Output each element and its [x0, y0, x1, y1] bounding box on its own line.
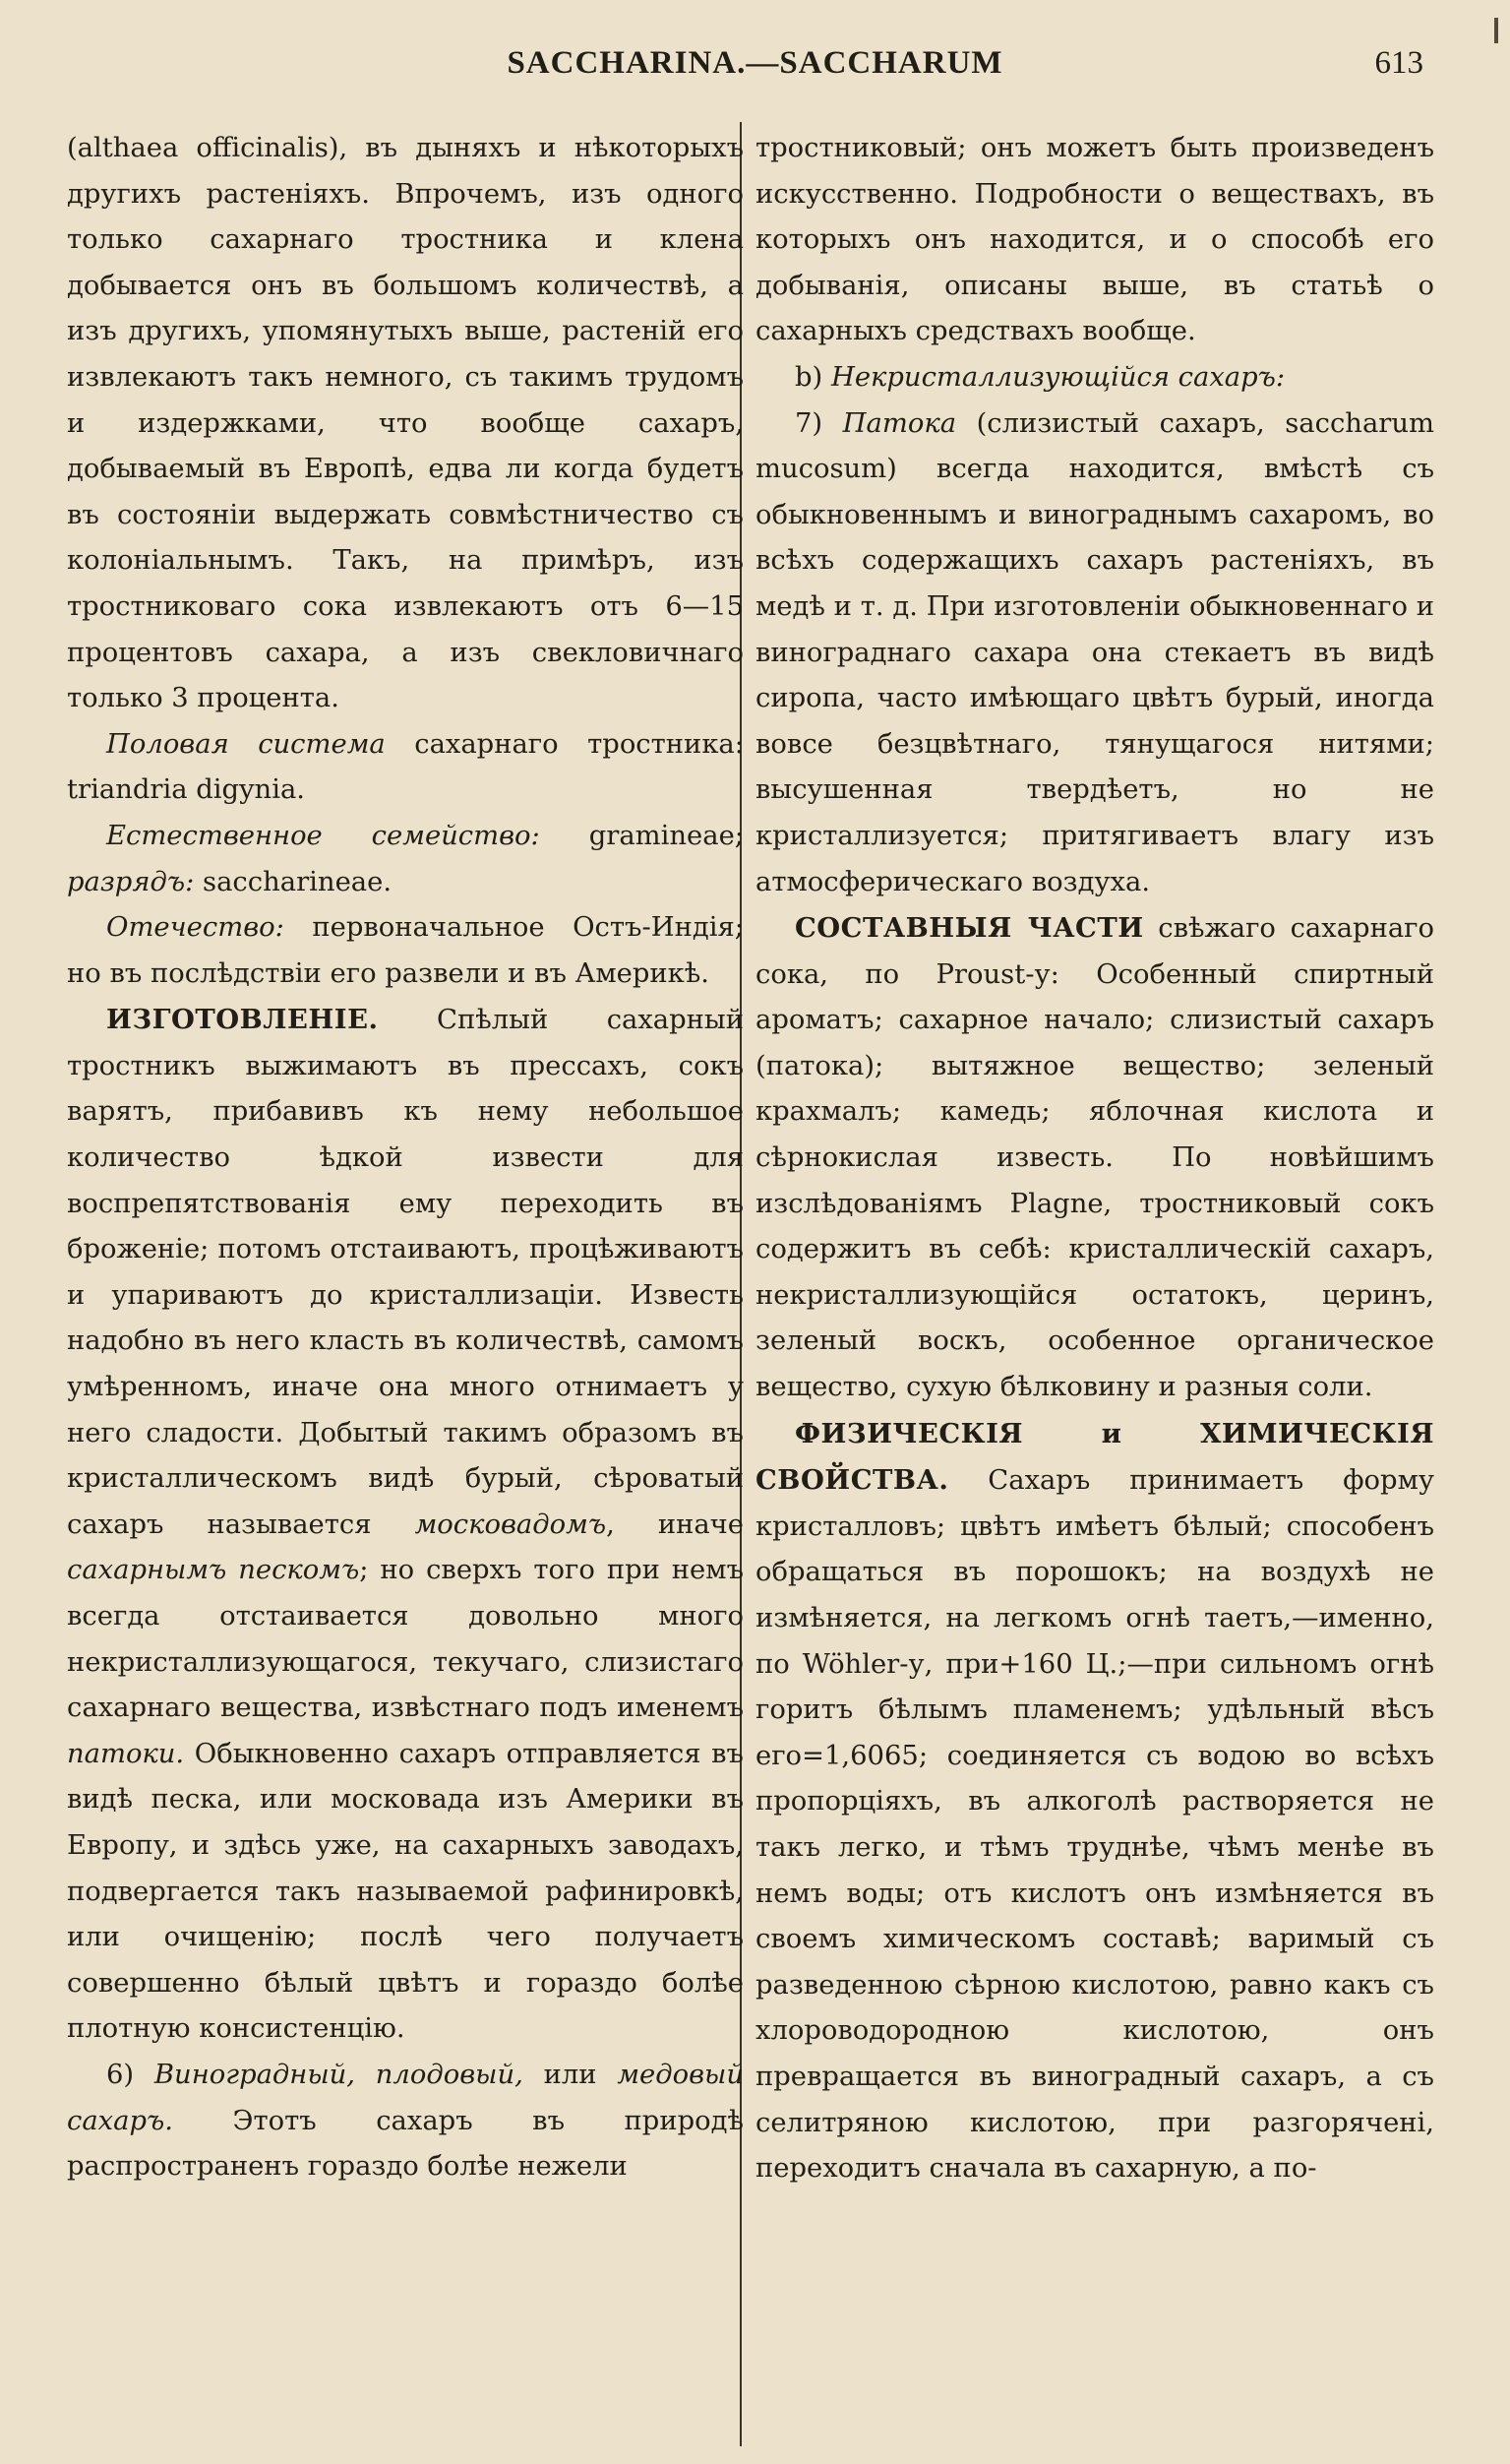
- text-tribe: saccharineae.: [194, 866, 393, 897]
- page-edge-mark: [1494, 18, 1498, 43]
- paragraph-sexual-system: [67, 722, 744, 814]
- term-sugar-sand: сахарнымъ пескомъ: [67, 1555, 360, 1586]
- item-number-7: 7): [795, 407, 843, 439]
- paragraph-molasses: [755, 401, 1434, 906]
- heading-components: СОСТАВНЫЯ ЧАСТИ: [795, 912, 1144, 945]
- right-column: [755, 126, 1434, 2192]
- text-sexual-system: сахарнаго тростника: triandria digynia.: [67, 728, 744, 806]
- paragraph-family: [67, 814, 744, 905]
- heading-manufacture: ИЗГОТОВЛЕНІЕ.: [106, 1004, 379, 1036]
- term-patoka: Патока: [842, 407, 957, 439]
- running-head: [0, 45, 1510, 92]
- paragraph-sugar-sources: (althaea officinalis), въ дыняхъ и нѣкоторыхъ другихъ растеніяхъ. Впрочемъ, изъ одного только сахарнаго тростника и клена добывается онъ въ большомъ количествѣ, а изъ другихъ, упомянутыхъ выше, растеній его извлекаютъ такъ немного, съ такимъ трудомъ и издержками, что вообще сахаръ, добываемый въ Европѣ, едва ли когда будетъ въ состояніи выдержать совмѣстничество съ колоніальнымъ. Такъ, на примѣръ, изъ тростниковаго сока извлекаютъ отъ 6—15 процентовъ сахара, а изъ свекловичнаго только 3 процента.: [67, 133, 744, 714]
- text-manufacture-1: Спѣлый сахарный тростникъ выжимаютъ въ прессахъ, сокъ варятъ, прибавивъ къ нему небольшое количество ѣдкой извести для воспрепятствованія ему переходить въ броженіе; потомъ отстаиваютъ, процѣживаютъ и упариваютъ до кристаллизаціи. Известь надобно въ него класть въ количествѣ, самомъ умѣренномъ, иначе она много отнимаетъ у него сладости. Добытый такимъ образомъ въ кристаллическомъ видѣ бурый, сѣроватый сахаръ называется: [67, 1005, 744, 1540]
- paragraph-components: [755, 905, 1434, 1411]
- term-honey-sugar: медовый сахаръ.: [67, 2059, 744, 2136]
- text-manufacture-3: ; но сверхъ того при немъ всегда отстаивается довольно много некристаллизующагося, текучаго, слизистаго сахарнаго вещества, извѣстнаго подъ именемъ: [67, 1555, 744, 1724]
- text-grape-1: или: [522, 2059, 618, 2090]
- item-letter-b: b): [795, 361, 831, 393]
- paragraph-properties: [755, 1411, 1434, 2192]
- paragraph-grape-sugar: [67, 2053, 744, 2190]
- text-family: gramineae;: [539, 820, 745, 851]
- text-molasses: (слизистый сахаръ, saccharum mucosum) всегда находится, вмѣстѣ съ обыкновеннымъ и винограднымъ сахаромъ, во всѣхъ содержащихъ сахаръ растеніяхъ, въ медѣ и т. д. При изготовленіи обыкновеннаго и винограднаго сахара она стекаетъ въ видѣ сиропа, часто имѣющаго цвѣтъ бурый, иногда вовсе безцвѣтнаго, тянущагося нитями; высушенная твердѣетъ, но не кристаллизуется; притягиваетъ влагу изъ атмосферическаго воздуха.: [755, 407, 1434, 897]
- subheading-noncrystal: [755, 355, 1434, 401]
- term-molasses: патоки.: [67, 1738, 185, 1769]
- paragraph-manufacture: [67, 997, 744, 2053]
- page-title: SACCHARINA.—SACCHARUM: [507, 45, 1003, 81]
- label-tribe: разрядъ:: [67, 866, 195, 897]
- text-homeland: первоначальное Остъ-Индія; но въ послѣдствіи его развели и въ Америкѣ.: [67, 912, 744, 989]
- term-grape-sugar: Виноградный, плодовый,: [153, 2059, 523, 2090]
- text-properties: Сахаръ принимаетъ форму кристалловъ; цвѣтъ имѣетъ бѣлый; способенъ обращаться въ порошокъ; на воздухѣ не измѣняется, на легкомъ огнѣ таетъ,—именно, по Wöhler-у, при+160 Ц.;—при сильномъ огнѣ горитъ бѣлымъ пламенемъ; удѣльный вѣсъ его=1,6065; соединяется съ водою во всѣхъ пропорціяхъ, въ алкоголѣ растворяется не такъ легко, и тѣмъ труднѣе, чѣмъ менѣе въ немъ воды; отъ кислотъ онъ измѣняется въ своемъ химическомъ составѣ; варимый съ разведенною сѣрною кислотою, равно какъ съ хлороводородною кислотою, онъ превращается въ виноградный сахаръ, а съ селитряною кислотою, при разгорячені, переходитъ сначала въ сахарную, а по-: [755, 1465, 1434, 2185]
- text-manufacture-2: , иначе: [606, 1509, 745, 1540]
- label-family: Естественное семейство:: [106, 820, 540, 851]
- label-sexual-system: Половая система: [106, 728, 386, 760]
- paragraph-cane-continued: тростниковый; онъ можетъ быть произведенъ искусственно. Подробности о веществахъ, въ которыхъ онъ находится, и о способѣ его добыванія, описаны выше, въ статьѣ о сахарныхъ средствахъ вообще.: [755, 133, 1434, 347]
- label-homeland: Отечество:: [106, 912, 284, 944]
- left-column: [67, 126, 744, 2190]
- item-number-6: 6): [106, 2059, 154, 2090]
- text-grape-2: Этотъ сахаръ въ природѣ распространенъ гораздо болѣе нежели: [67, 2105, 744, 2183]
- page-number: 613: [1374, 45, 1423, 81]
- heading-properties: ФИЗИЧЕСКІЯ и ХИМИЧЕСКІЯ СВОЙСТВА.: [755, 1417, 1434, 1497]
- term-moscovado: московадомъ: [414, 1509, 607, 1540]
- paragraph-homeland: [67, 905, 744, 997]
- text-components: свѣжаго сахарнаго сока, по Proust-у: Особенный спиртный ароматъ; сахарное начало; слизистый сахаръ (патока); вытяжное вещество; зеленый крахмалъ; камедь; яблочная кислота и сѣрнокислая известь. По новѣйшимъ изслѣдованіямъ Plagne, тростниковый сокъ содержитъ въ себѣ: кристаллическій сахаръ, некристаллизующійся остатокъ, церинъ, зеленый воскъ, особенное органическое вещество, сухую бѣлковину и разныя соли.: [755, 913, 1434, 1403]
- term-noncrystal-sugar: Некристаллизующійся сахаръ:: [830, 361, 1286, 393]
- text-manufacture-4: Обыкновенно сахаръ отправляется въ видѣ песка, или московада изъ Америки въ Европу, и здѣсь уже, на сахарныхъ заводахъ, подвергается такъ называемой рафинировкѣ, или очищенію; послѣ чего получаетъ совершенно бѣлый цвѣтъ и гораздо болѣе плотную консистенцію.: [67, 1738, 744, 2045]
